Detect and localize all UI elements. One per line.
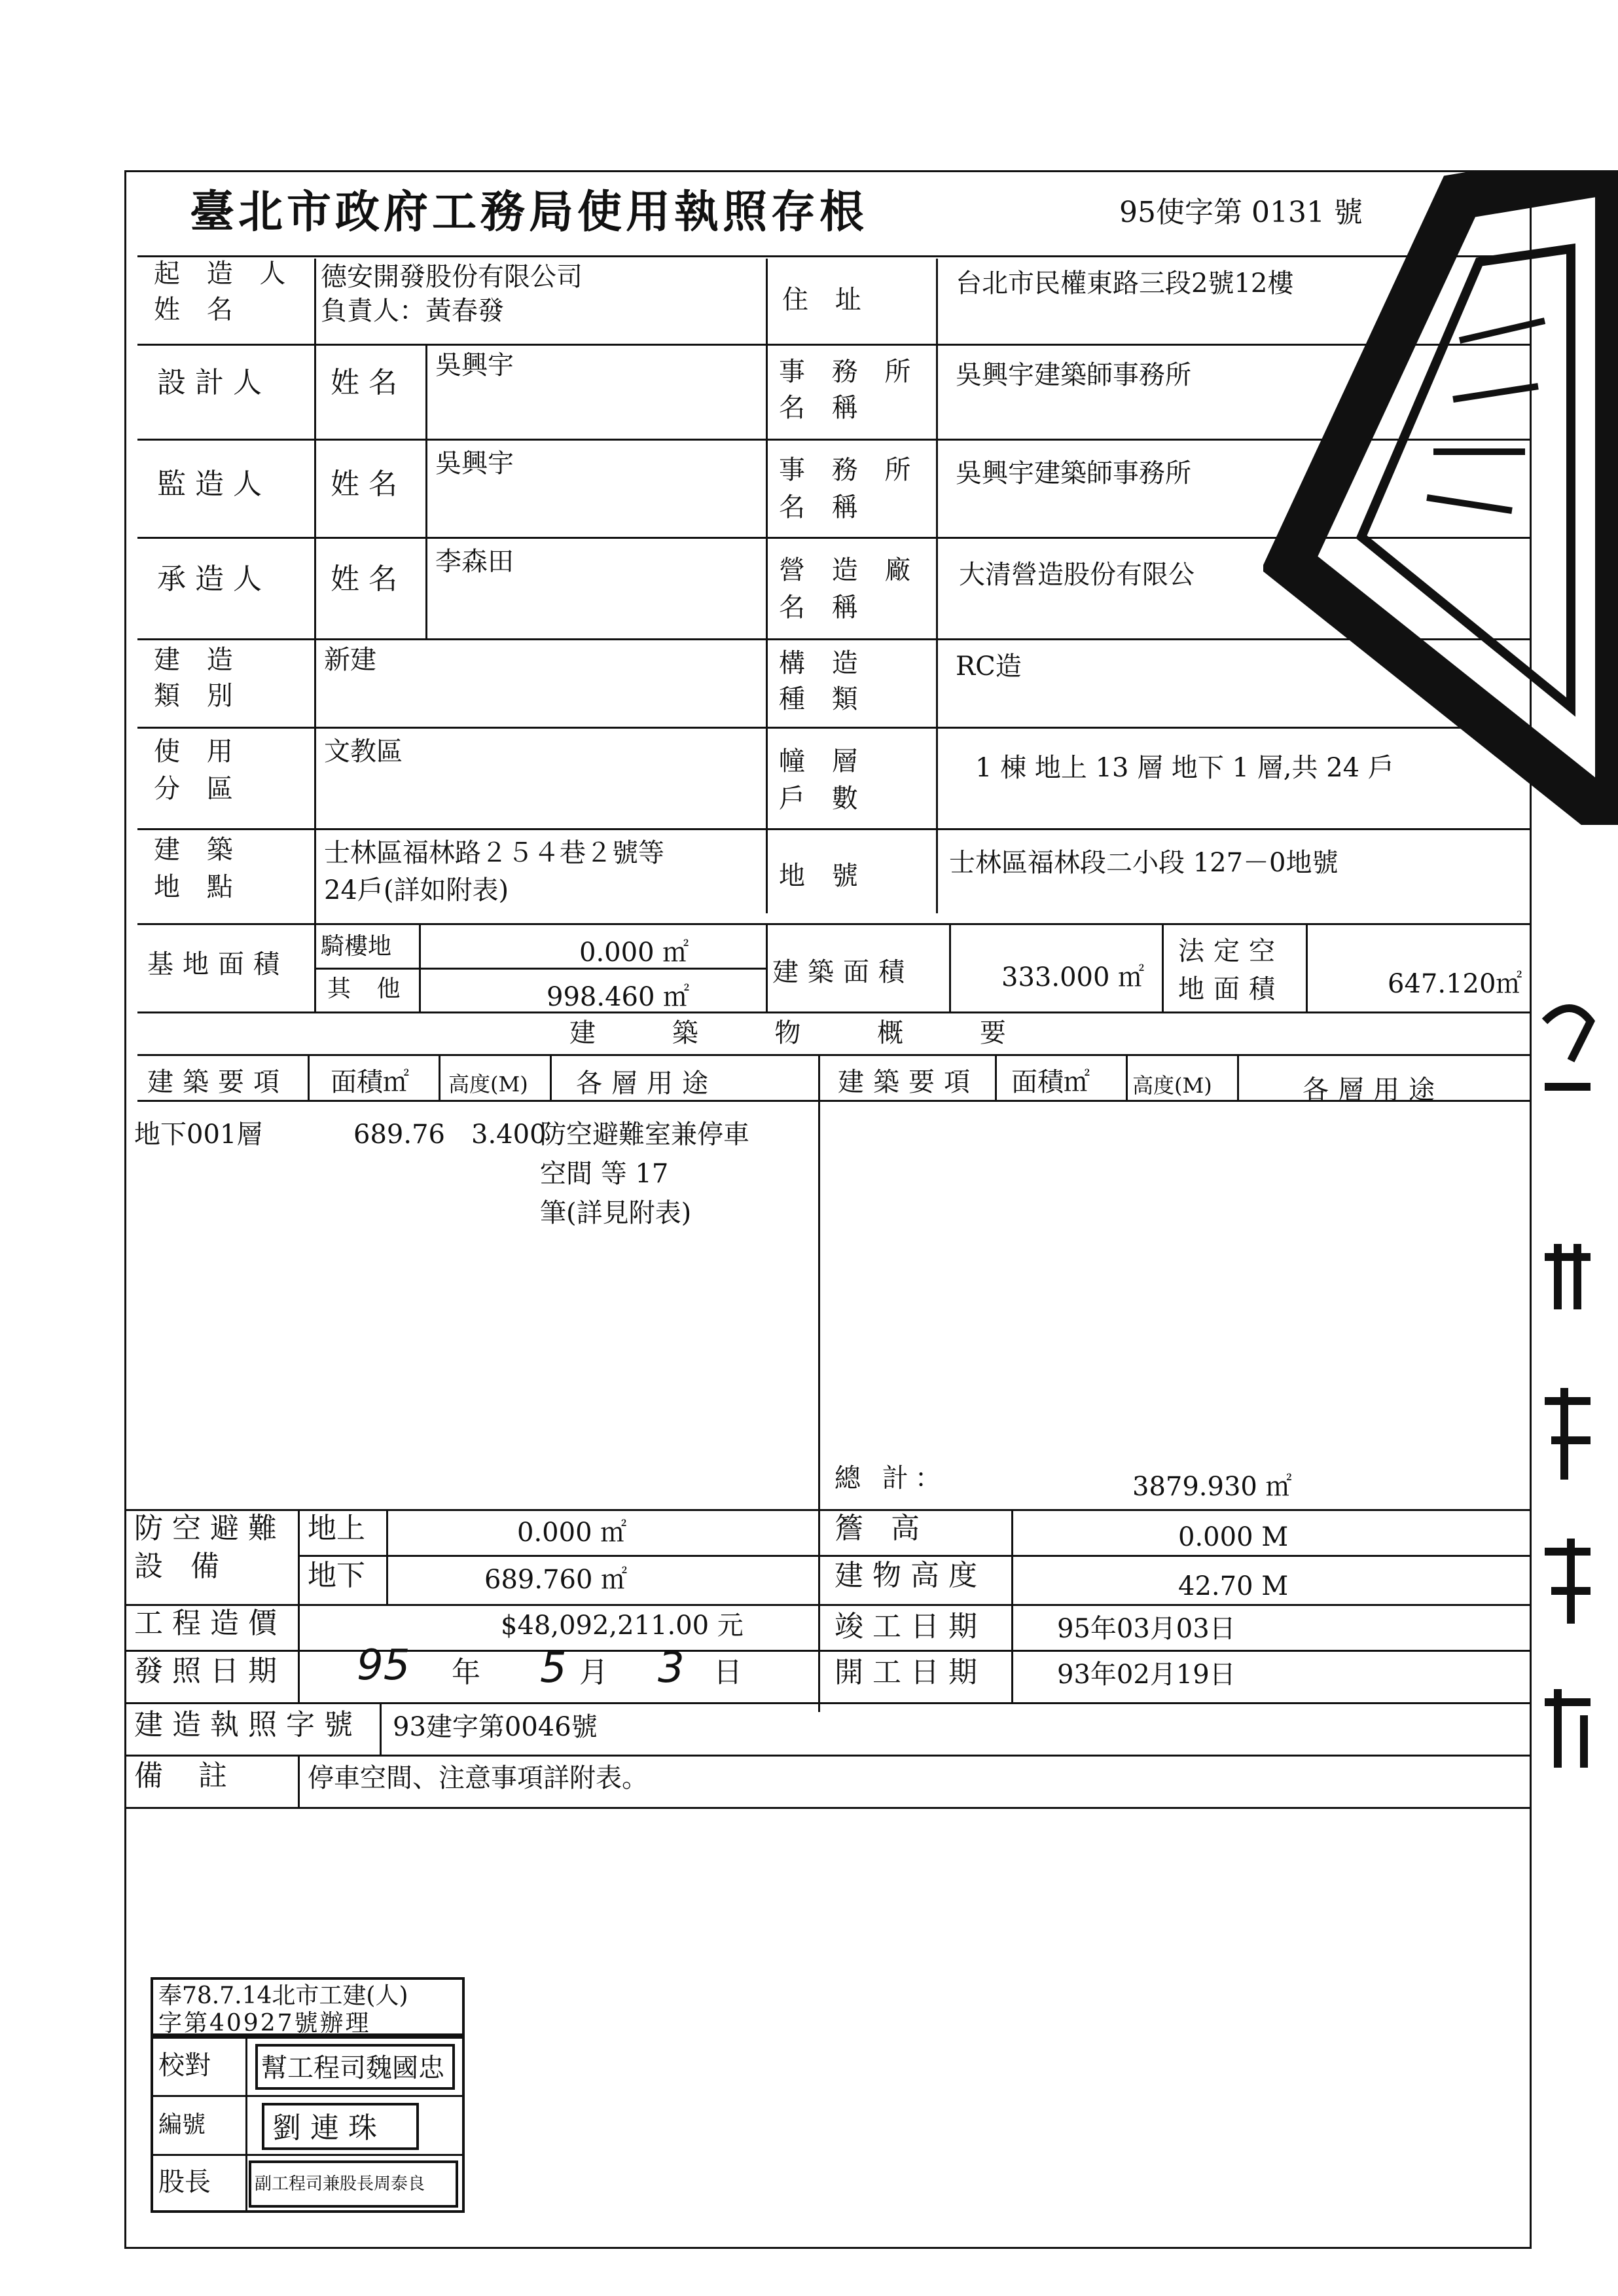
cell-divider xyxy=(314,638,316,1011)
completion-date: 95年03月03日 xyxy=(1057,1614,1236,1644)
permit-ref-label: 建造執照字號 xyxy=(134,1708,362,1741)
shelter-above-label: 地上 xyxy=(308,1512,365,1545)
row-divider xyxy=(137,1054,1532,1056)
floor-height: 3.400 xyxy=(471,1120,547,1150)
cell-divider xyxy=(949,923,951,1011)
reference-stamp xyxy=(151,1977,465,2036)
builder-company: 大清營造股份有限公 xyxy=(959,560,1195,590)
row-divider xyxy=(298,1555,1532,1557)
structure-type: RC造 xyxy=(956,651,1022,682)
col-item-header-2: 建築要項 xyxy=(838,1067,979,1097)
floor-use-line-1: 防空避難室兼停車 xyxy=(540,1120,749,1150)
owner-representative: 負責人：黃春發 xyxy=(321,296,504,326)
number-seal xyxy=(262,2103,419,2150)
col-height-header-2: 高度(M) xyxy=(1132,1073,1212,1098)
col-item-header: 建築要項 xyxy=(147,1067,289,1097)
cell-divider xyxy=(766,259,768,344)
row-divider xyxy=(124,1509,1532,1511)
check-label: 校對 xyxy=(158,2050,211,2081)
issue-month: 5 xyxy=(540,1644,567,1692)
official-seal-mark xyxy=(1263,170,1618,825)
issue-day-unit: 日 xyxy=(713,1656,742,1689)
builder-label: 承造人 xyxy=(157,562,271,596)
build-category-label-2: 類 別 xyxy=(154,681,242,711)
cell-divider xyxy=(245,2036,247,2213)
supervisor-name-label: 姓名 xyxy=(331,467,406,501)
open-space-area: 647.120㎡ xyxy=(1388,969,1522,999)
shelter-label-2: 設 備 xyxy=(134,1550,228,1583)
designer-name-label: 姓名 xyxy=(331,366,406,399)
issue-day: 3 xyxy=(658,1644,685,1692)
zone-label: 使 用 xyxy=(154,737,242,767)
designer-office-label-2: 名 稱 xyxy=(779,393,867,423)
number-label: 編號 xyxy=(158,2111,206,2138)
form-title: 臺北市政府工務局使用執照存根 xyxy=(190,186,869,238)
completion-date-label: 竣工日期 xyxy=(835,1610,986,1643)
cell-divider xyxy=(1162,923,1164,1011)
eave-height: 0.000 M xyxy=(1178,1522,1289,1552)
col-area-header: 面積㎡ xyxy=(331,1067,409,1097)
other-area: 998.460 ㎡ xyxy=(547,982,690,1012)
issue-date-label: 發照日期 xyxy=(134,1654,286,1688)
cell-divider xyxy=(439,1054,440,1100)
cell-divider xyxy=(936,259,938,344)
start-date: 93年02月19日 xyxy=(1057,1660,1236,1690)
row-divider xyxy=(124,1807,1532,1809)
designer-name: 吳興宇 xyxy=(435,350,514,380)
reference-stamp-line-2: 字第40927號辦理 xyxy=(158,2010,371,2037)
lot-number: 士林區福林段二小段 127－0地號 xyxy=(949,848,1339,878)
permit-ref: 93建字第0046號 xyxy=(393,1712,598,1742)
check-seal xyxy=(255,2044,455,2090)
row-divider xyxy=(137,1100,1532,1102)
start-date-label: 開工日期 xyxy=(835,1656,986,1689)
cell-divider xyxy=(550,1054,552,1100)
address-label: 住 址 xyxy=(782,285,871,315)
owner-label: 起 造 人 xyxy=(154,259,295,289)
chief-seal xyxy=(249,2160,458,2208)
cell-divider xyxy=(314,259,316,344)
building-height-label: 建物高度 xyxy=(835,1559,986,1592)
building-area-label: 建築面積 xyxy=(772,957,914,987)
open-space-label: 法定空 xyxy=(1178,936,1284,966)
other-label: 其 他 xyxy=(327,975,410,1002)
cell-divider xyxy=(298,1755,300,1807)
col-use-header-2: 各層用途 xyxy=(1303,1075,1444,1105)
builder-company-label-2: 名 稱 xyxy=(779,592,867,623)
row-divider xyxy=(124,1604,1532,1606)
col-use-header: 各層用途 xyxy=(576,1068,717,1099)
building-area: 333.000 ㎡ xyxy=(1001,962,1145,993)
col-area-header-2: 面積㎡ xyxy=(1011,1067,1090,1097)
cell-divider xyxy=(314,344,316,638)
permit-number: 95使字第 0131 號 xyxy=(1119,196,1363,229)
supervisor-office: 吳興宇建築師事務所 xyxy=(956,458,1191,488)
cell-divider xyxy=(766,923,768,1011)
floors-label: 幢 層 xyxy=(779,746,867,776)
cell-divider xyxy=(995,1054,997,1100)
owner-name: 德安開發股份有限公司 xyxy=(321,262,583,292)
site-area-label: 基地面積 xyxy=(147,949,289,979)
location-label-2: 地 點 xyxy=(154,872,242,902)
issue-month-unit: 月 xyxy=(579,1656,608,1689)
row-divider xyxy=(151,2095,465,2097)
builder-name-label: 姓名 xyxy=(331,562,406,596)
build-category-label: 建 造 xyxy=(154,645,242,675)
arcade-area: 0.000 ㎡ xyxy=(579,938,689,968)
floor-area: 689.76 xyxy=(353,1120,445,1150)
total-area: 3879.930 ㎡ xyxy=(1132,1472,1292,1502)
row-divider xyxy=(314,968,766,970)
building-height: 42.70 M xyxy=(1178,1571,1289,1601)
cost: $48,092,211.00 元 xyxy=(501,1611,744,1641)
floor-name: 地下001層 xyxy=(134,1120,263,1150)
issue-year-unit: 年 xyxy=(452,1656,480,1689)
issue-year: 95 xyxy=(357,1641,410,1690)
supervisor-office-label: 事 務 所 xyxy=(779,455,920,485)
location-line-1: 士林區福林路２５４巷２號等 xyxy=(324,838,664,868)
row-divider xyxy=(124,1755,1532,1757)
total-label: 總 計： xyxy=(835,1463,948,1493)
number-name: 劉 連 珠 xyxy=(272,2111,377,2145)
shelter-label: 防空避難 xyxy=(134,1512,286,1545)
cell-divider xyxy=(1237,1054,1239,1100)
cell-divider xyxy=(1126,1054,1128,1100)
owner-address: 台北市民權東路三段2號12樓 xyxy=(956,268,1294,299)
check-name: 幫工程司魏國忠 xyxy=(261,2053,444,2083)
summary-header: 建 築 物 概 要 xyxy=(569,1018,1040,1048)
row-divider xyxy=(137,828,1532,830)
floors: 1 棟 地上 13 層 地下 1 層,共 24 戶 xyxy=(975,753,1394,783)
col-height-header: 高度(M) xyxy=(448,1072,528,1097)
eave-label: 簷 高 xyxy=(835,1512,929,1545)
remarks: 停車空間、注意事項詳附表。 xyxy=(308,1763,648,1793)
zone: 文教區 xyxy=(324,737,403,767)
designer-office-label: 事 務 所 xyxy=(779,357,920,387)
zone-label-2: 分 區 xyxy=(154,774,242,804)
builder-name: 李森田 xyxy=(435,547,514,577)
cell-divider xyxy=(425,344,427,638)
floor-use-line-3: 筆(詳見附表) xyxy=(540,1198,692,1228)
floors-label-2: 戶 數 xyxy=(779,784,867,814)
shelter-below: 689.760 ㎡ xyxy=(484,1565,628,1595)
location-label: 建 築 xyxy=(154,835,242,865)
shelter-below-label: 地下 xyxy=(308,1559,365,1592)
cell-divider xyxy=(298,1604,300,1702)
row-divider xyxy=(137,1011,1532,1013)
builder-company-label: 營 造 廠 xyxy=(779,555,920,585)
supervisor-office-label-2: 名 稱 xyxy=(779,492,867,522)
row-divider xyxy=(124,1650,1532,1652)
arcade-label: 騎樓地 xyxy=(321,933,392,960)
build-category: 新建 xyxy=(324,645,376,675)
supervisor-label: 監造人 xyxy=(157,467,271,501)
seal-fragments xyxy=(1532,982,1610,1833)
cell-divider xyxy=(1306,923,1308,1011)
lot-label: 地 號 xyxy=(779,861,867,891)
designer-office: 吳興宇建築師事務所 xyxy=(956,360,1191,390)
cell-divider xyxy=(308,1054,310,1100)
row-divider xyxy=(137,923,1532,925)
open-space-label-2: 地面積 xyxy=(1178,974,1284,1004)
structure-label: 構 造 xyxy=(779,648,867,678)
remarks-label: 備 註 xyxy=(134,1759,240,1793)
cell-divider xyxy=(380,1702,382,1755)
structure-label-2: 種 類 xyxy=(779,684,867,714)
row-divider xyxy=(124,1702,1532,1704)
cost-label: 工程造價 xyxy=(134,1607,286,1640)
location-line-2: 24戶(詳如附表) xyxy=(324,875,509,905)
chief-label: 股長 xyxy=(158,2167,211,2197)
floor-use-line-2: 空間 等 17 xyxy=(540,1159,669,1189)
reference-stamp-line-1: 奉78.7.14北市工建(人) xyxy=(158,1982,408,2009)
supervisor-name: 吳興宇 xyxy=(435,448,514,479)
chief-name: 副工程司兼股長周泰良 xyxy=(255,2174,425,2194)
owner-label-2: 姓 名 xyxy=(154,295,242,325)
designer-label: 設計人 xyxy=(157,366,271,399)
row-divider xyxy=(151,2154,465,2156)
shelter-above: 0.000 ㎡ xyxy=(517,1518,627,1548)
